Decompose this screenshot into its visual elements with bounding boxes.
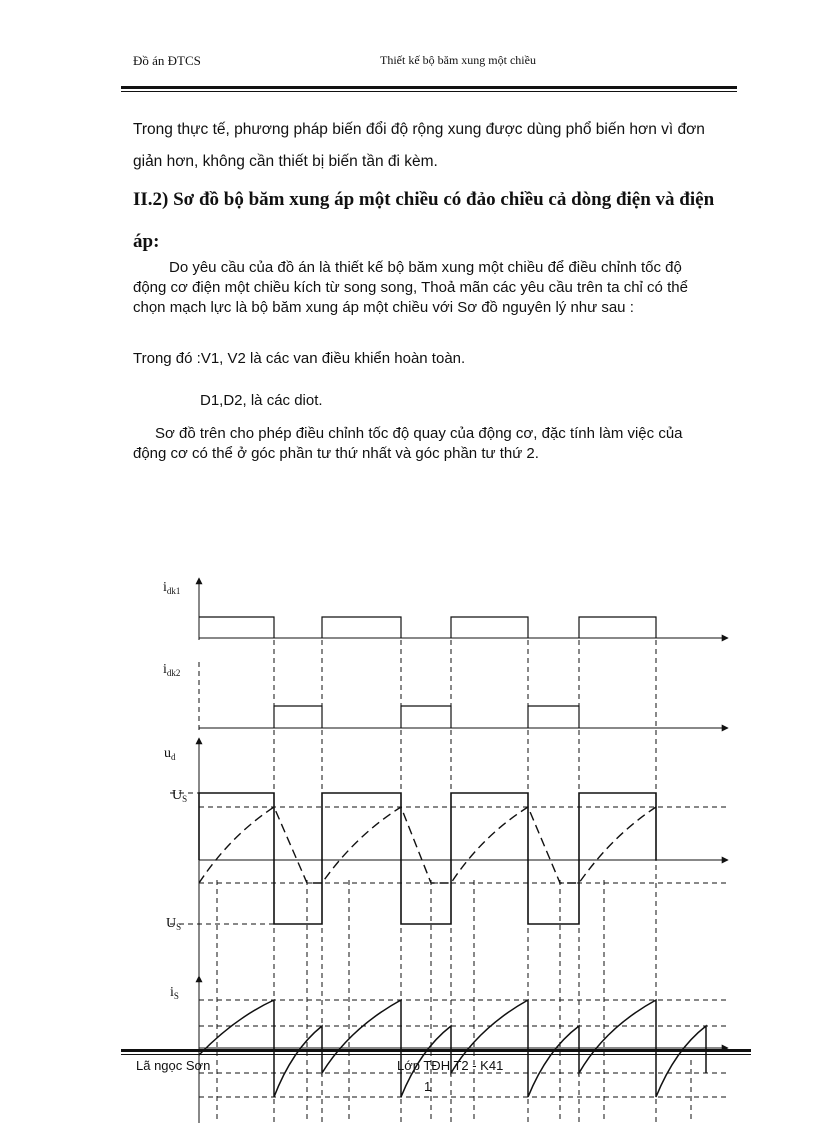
idk1-waveform <box>199 617 656 638</box>
intro-paragraph: Trong thực tế, phương pháp biến đổi độ rộng xung được dùng phổ biến hơn vì đơn giản hơn, không cần thiết bị biến tần đi kèm. <box>133 121 705 170</box>
us-bottom-label: $U_S$ <box>166 916 182 932</box>
idk2-label: $i_{dk2}$ <box>163 662 181 678</box>
is-label: $i_S$ <box>170 985 179 1001</box>
summary-paragraph: Sơ đồ trên cho phép điều chỉnh tốc độ quay của động cơ, đặc tính làm việc của động cơ có thể ở góc phần tư thứ nhất và góc phần tư thứ 2. <box>133 425 683 462</box>
ud-label: $u_d$ <box>164 746 176 762</box>
header-right: Thiết kế bộ băm xung một chiều <box>380 53 536 67</box>
valves-line: Trong đó :V1, V2 là các van điều khiển hoàn toàn. <box>133 350 466 367</box>
idk2-waveform <box>274 706 579 728</box>
requirement-paragraph: Do yêu cầu của đồ án là thiết kế bộ băm xung một chiều để điều chỉnh tốc độ động cơ điện một chiều kích từ song song, Thoả mãn các yêu cầu trên ta chỉ có thể chọn mạch lực là bộ băm xung áp một chiều với Sơ đồ nguyên lý như sau : <box>133 259 688 316</box>
page-number: 1 <box>424 1079 432 1094</box>
ud-waveform <box>199 793 656 924</box>
section-heading: II.2) Sơ đồ bộ băm xung áp một chiều có đảo chiều cả dòng điện và điện áp: <box>133 189 715 252</box>
footer-class: Lớp TĐH T2 - K41 <box>397 1058 504 1073</box>
footer-author: Lã ngọc Sơn <box>136 1058 211 1073</box>
footer-rule <box>121 1049 751 1052</box>
us-top-label: $U_S$ <box>172 788 188 804</box>
ud-level-guides <box>170 793 728 924</box>
idk1-label: $i_{dk1}$ <box>163 580 181 596</box>
header-left: Đồ án ĐTCS <box>133 53 201 68</box>
ud-average-curve <box>199 807 656 883</box>
footer-rule-thin <box>121 1054 751 1055</box>
diodes-line: D1,D2, là các diot. <box>200 392 323 409</box>
